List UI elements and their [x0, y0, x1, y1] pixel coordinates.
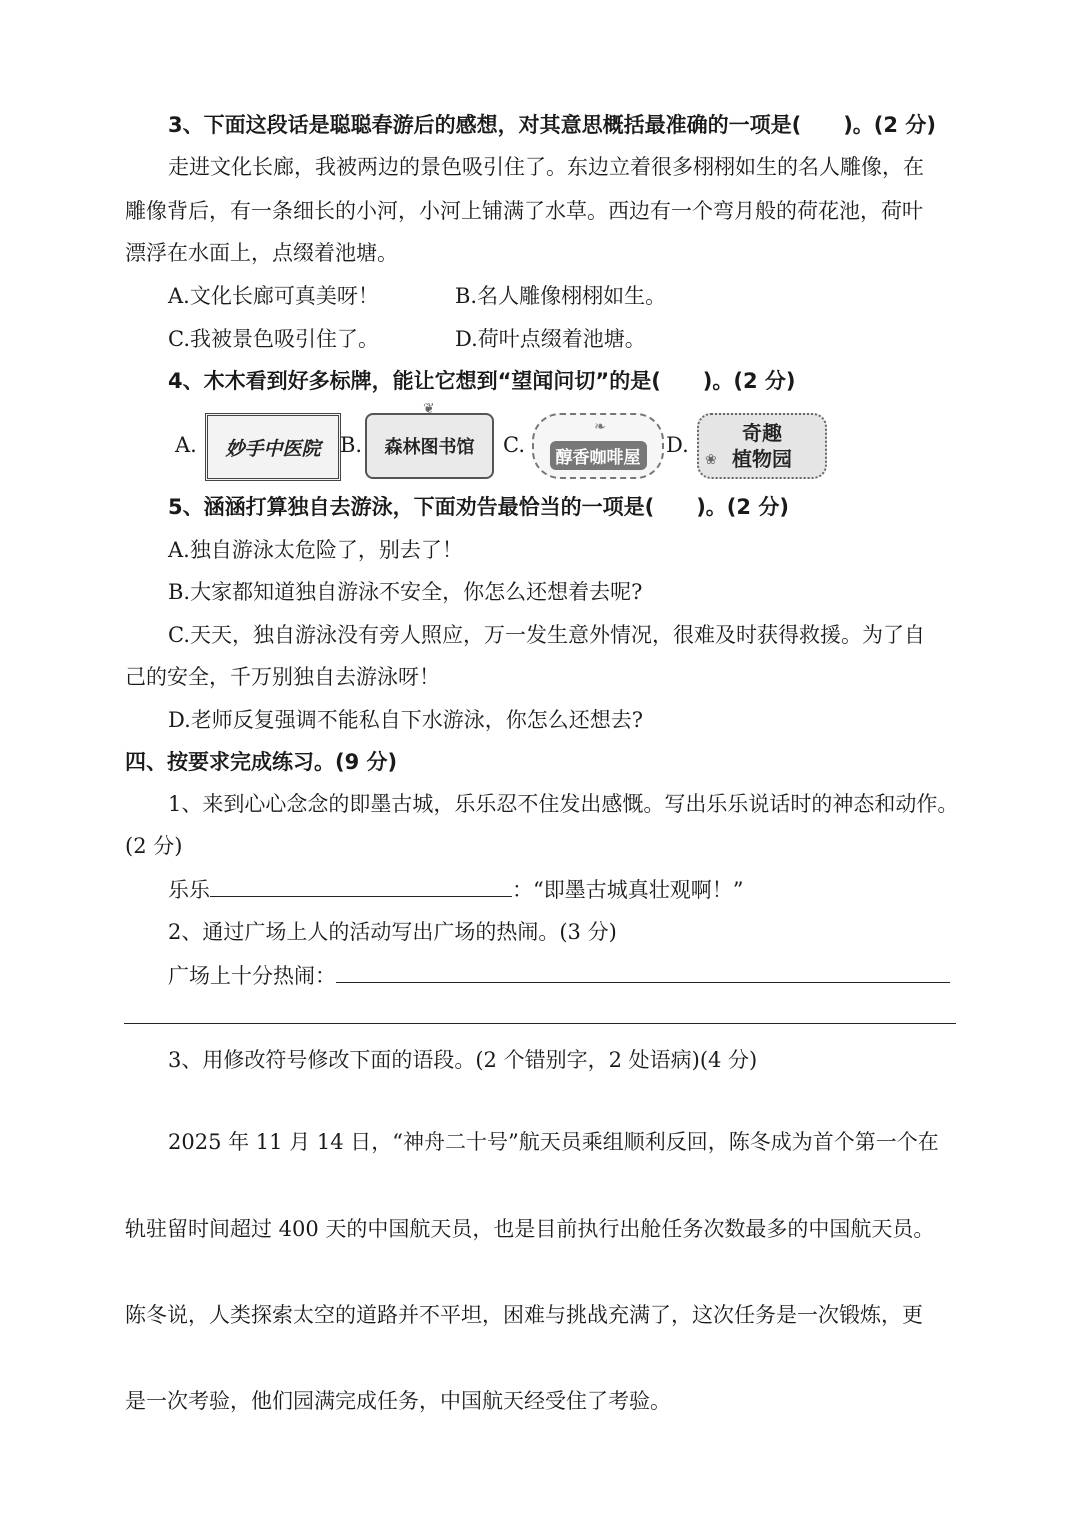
q3-option-b: B.名人雕像栩栩如生。 [455, 284, 667, 308]
sign-botanical-garden [697, 413, 827, 479]
q3-option-d: D.荷叶点缀着池塘。 [455, 327, 646, 351]
q5-option-a: A.独自游泳太危险了，别去了！ [168, 538, 463, 562]
sign-coffee-house [532, 413, 664, 479]
s4-q3-passage-line-2: 轨驻留时间超过 400 天的中国航天员，也是目前执行出舱任务次数最多的中国航天员。 [125, 1217, 935, 1241]
q3-stem: 3、下面这段话是聪聪春游后的感想，对其意思概括最准确的一项是( )。(2 分) [168, 113, 936, 137]
q3-passage-line-3: 漂浮在水面上，点缀着池塘。 [125, 241, 398, 265]
s4-q3-stem: 3、用修改符号修改下面的语段。(2 个错别字，2 处语病)(4 分) [168, 1048, 758, 1072]
sign-d-text-1: 奇趣 [742, 421, 782, 445]
s4-q2-blank-2[interactable] [124, 1023, 956, 1024]
sign-tcm-hospital [205, 413, 341, 481]
s4-q2-prefix: 广场上十分热闹： [168, 964, 336, 988]
s4-q2-blank[interactable] [336, 960, 950, 983]
q4-letter-d: D. [666, 433, 689, 457]
cup-icon: ❧ [594, 419, 606, 435]
sign-a-text: 妙手中医院 [225, 437, 321, 460]
q5-option-c-line-1: C.天天，独自游泳没有旁人照应，万一发生意外情况，很难及时获得救援。为了自 [168, 623, 925, 647]
sign-b-text: 森林图书馆 [384, 437, 475, 458]
sign-forest-library [365, 401, 494, 479]
q5-option-d: D.老师反复强调不能私自下水游泳，你怎么还想去? [168, 708, 644, 732]
s4-q3-passage-line-1: 2025 年 11 月 14 日，“神舟二十号”航天员乘组顺利反回，陈冬成为首个第一个在 [168, 1130, 939, 1154]
s4-q3-passage-line-4: 是一次考验，他们园满完成任务，中国航天经受住了考验。 [125, 1389, 671, 1413]
q3-option-c: C.我被景色吸引住了。 [168, 327, 379, 351]
s4-q1-points: (2 分) [125, 834, 183, 858]
s4-q1-prefix: 乐乐 [168, 878, 210, 902]
q5-stem: 5、涵涵打算独自去游泳，下面劝告最恰当的一项是( )。(2 分) [168, 495, 789, 519]
book-icon: ❦ [423, 401, 435, 417]
s4-q1-answer-line [168, 874, 958, 905]
q3-passage-line-2: 雕像背后，有一条细长的小河，小河上铺满了水草。西边有一个弯月般的荷花池，荷叶 [125, 199, 923, 223]
q5-option-b: B.大家都知道独自游泳不安全，你怎么还想着去呢? [168, 580, 643, 604]
q3-option-a: A.文化长廊可真美呀！ [168, 284, 379, 308]
q3-passage-line-1: 走进文化长廊，我被两边的景色吸引住了。东边立着很多栩栩如生的名人雕像，在 [168, 155, 924, 179]
sign-c-text: 醇香咖啡屋 [550, 441, 647, 470]
q4-stem: 4、木木看到好多标牌，能让它想到“望闻问切”的是( )。(2 分) [168, 369, 796, 393]
leaf-icon: ❀ [705, 452, 717, 468]
q4-letter-c: C. [503, 433, 525, 457]
s4-q2-stem: 2、通过广场上人的活动写出广场的热闹。(3 分) [168, 920, 617, 944]
s4-q1-suffix: ：“即墨古城真壮观啊！” [512, 878, 744, 902]
s4-q1-stem: 1、来到心心念念的即墨古城，乐乐忍不住发出感慨。写出乐乐说话时的神态和动作。 [168, 792, 959, 816]
q4-letter-a: A. [175, 433, 197, 457]
s4-q2-answer-line [168, 960, 958, 991]
section4-title: 四、按要求完成练习。(9 分) [125, 750, 398, 774]
s4-q3-passage-line-3: 陈冬说，人类探索太空的道路并不平坦，困难与挑战充满了，这次任务是一次锻炼，更 [125, 1303, 923, 1327]
sign-d-text-2: 植物园 [732, 447, 792, 471]
q5-option-c-line-2: 己的安全，千万别独自去游泳呀！ [125, 665, 440, 689]
q4-letter-b: B. [340, 433, 363, 457]
s4-q1-blank[interactable] [210, 874, 512, 897]
